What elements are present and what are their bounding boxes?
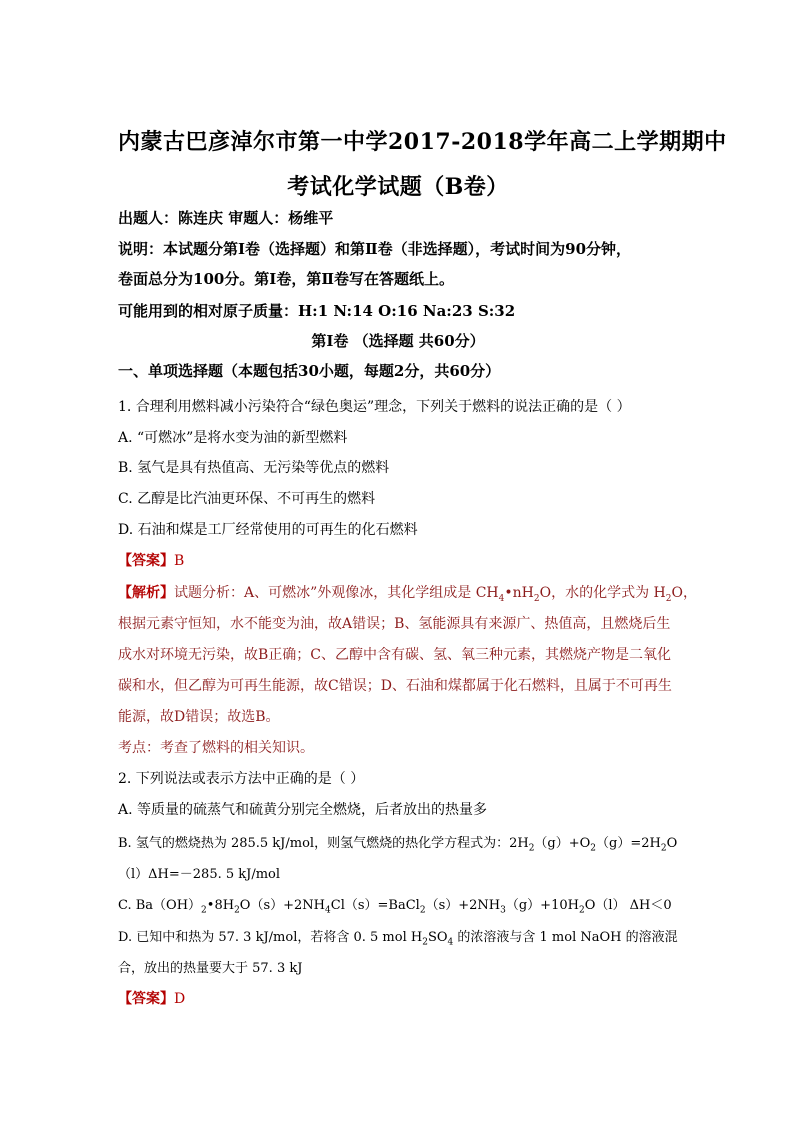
answer-value: B: [174, 553, 185, 569]
exam-title-line2: 考试化学试题（B卷）: [287, 174, 509, 200]
q1-option-b: B. 氢气是具有热值高、无污染等优点的燃料: [118, 460, 390, 476]
option-text: 的浓溶液与含 1 mol NaOH 的溶液混: [453, 930, 678, 945]
subscript: 2: [590, 843, 597, 854]
option-text: B. 氢气的燃烧热为 285.5 kJ/mol，则氢气燃烧的热化学方程式为：2H: [118, 836, 529, 851]
subscript: 2: [422, 937, 428, 948]
q1-option-d: D. 石油和煤是工厂经常使用的可再生的化石燃料: [118, 522, 418, 538]
option-text: （g）+10H: [505, 898, 579, 913]
q1-analysis-line3: 成水对环境无污染，故B正确；C、乙醇中含有碳、氢、氧三种元素，其燃烧产物是二氧化: [118, 647, 671, 663]
subscript: 2: [665, 593, 672, 604]
answer-label: 【答案】: [118, 553, 174, 569]
option-text: O: [666, 836, 678, 851]
option-text: SO: [427, 930, 448, 945]
exam-title-line1: 内蒙古巴彦淖尔市第一中学2017-2018学年高二上学期期中: [118, 129, 727, 155]
subscript: 2: [533, 593, 540, 604]
q1-answer: [118, 550, 184, 570]
q1-kaodian: 考点：考查了燃料的相关知识。: [118, 740, 314, 756]
option-text: O（l） ΔH＜0: [584, 898, 672, 913]
subscript: 4: [447, 937, 454, 948]
answer-label: 【答案】: [118, 991, 174, 1007]
q1-option-a: A. “可燃冰”是将水变为油的新型燃料: [118, 430, 348, 446]
q2-stem: 2. 下列说法或表示方法中正确的是（ ）: [118, 771, 365, 787]
option-text: （g）=2H: [596, 836, 661, 851]
subscript: 2: [419, 905, 426, 916]
analysis-text: O，: [671, 585, 697, 601]
subscript: 2: [201, 905, 207, 916]
analysis-text: O，水的化学式为 H: [539, 585, 666, 601]
q2-option-b-line1: [118, 832, 677, 854]
q2-option-a: A. 等质量的硫蒸气和硫黄分别完全燃烧，后者放出的热量多: [118, 802, 488, 818]
option-text: •8H: [206, 898, 235, 913]
q1-analysis-line4: 碳和水，但乙醇为可再生能源，故C错误；D、石油和煤都属于化石燃料，且属于不可再生: [118, 678, 672, 694]
option-text: C. Ba（OH）: [118, 898, 202, 913]
q1-analysis-line5: 能源，故D错误；故选B。: [118, 709, 280, 725]
option-text: D. 已知中和热为 57. 3 kJ/mol，若将含 0. 5 mol H: [118, 930, 423, 945]
q1-analysis-line2: 根据元素守恒知，水不能变为油，故A错误；B、氢能源具有来源广、热值高，且燃烧后生: [118, 616, 671, 632]
q2-answer: [118, 988, 185, 1008]
analysis-text: •nH: [504, 585, 534, 601]
q1-analysis-line1: [118, 582, 697, 604]
q2-option-d-line1: [118, 926, 678, 948]
section-heading: 一、单项选择题（本题包括30小题，每题2分，共60分）: [118, 362, 501, 380]
option-text: （g）+O: [534, 836, 591, 851]
q1-stem: 1. 合理利用燃料减小污染符合“绿色奥运”理念，下列关于燃料的说法正确的是（ ）: [118, 399, 631, 415]
option-text: Cl（s）=BaCl: [330, 898, 420, 913]
q1-option-c: C. 乙醇是比汽油更环保、不可再生的燃料: [118, 491, 376, 507]
q2-option-b-line2: （l）ΔH=－285. 5 kJ/mol: [118, 867, 281, 882]
subscript: 2: [528, 843, 535, 854]
authors: 出题人：陈连庆 审题人：杨维平: [118, 209, 334, 227]
option-text: O（s）+2NH: [239, 898, 326, 913]
subscript: 4: [325, 905, 331, 916]
subscript: 2: [234, 905, 240, 916]
instructions-line2: 卷面总分为100分。第Ⅰ卷，第Ⅱ卷写在答题纸上。: [118, 270, 454, 288]
analysis-label: 【解析】: [118, 585, 174, 601]
atomic-mass-info: 可能用到的相对原子质量：H:1 N:14 O:16 Na:23 S:32: [118, 302, 516, 320]
subscript: 2: [578, 905, 585, 916]
analysis-text: 试题分析：A、可燃冰”外观像冰，其化学组成是 CH: [174, 585, 499, 601]
instructions-line1: 说明：本试题分第Ⅰ卷（选择题）和第Ⅱ卷（非选择题），考试时间为90分钟，: [118, 240, 632, 258]
part-title: 第Ⅰ卷 （选择题 共60分）: [311, 332, 485, 350]
q2-option-c: [118, 894, 672, 916]
q2-option-d-line2: 合，放出的热量要大于 57. 3 kJ: [118, 961, 303, 976]
option-text: （s）+2NH: [425, 898, 501, 913]
subscript: 4: [498, 593, 505, 604]
answer-value: D: [174, 991, 186, 1007]
subscript: 2: [660, 843, 667, 854]
subscript: 3: [500, 905, 506, 916]
